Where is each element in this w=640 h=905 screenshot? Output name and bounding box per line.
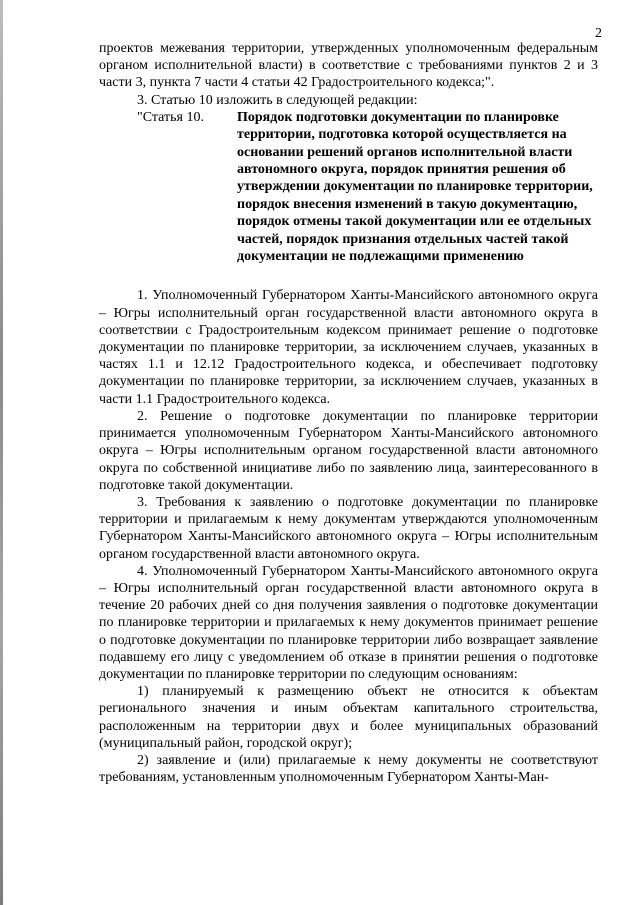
document-body xyxy=(99,40,598,786)
paragraph-1: 1. Уполномоченный Губернатором Ханты-Мансийского автономного округа – Югры исполнительный орган государственной власти автономного округа в соответствии с Градостроительным кодексом принимает решение о подготовке документации по планировке территории, за исключением случаев, указанных в частях 1.1 и 12.12 Градостроительного кодекса, и обеспечивает подготовку документации по планировке территории, за исключением случаев, указанных в части 1.1 Градостроительного кодекса. xyxy=(99,288,598,407)
scan-edge xyxy=(0,0,3,905)
subitem-1: 1) планируемый к размещению объект не относится к объектам регионального значения и иным объектам капитального строительства, расположенным на территории двух и более муниципальных образований (муниципальный район, городской округ); xyxy=(99,684,598,751)
article-heading xyxy=(99,109,598,266)
paragraph-3: 3. Требования к заявлению о подготовке документации по планировке территории и прилагаемым к нему документам утверждаются уполномоченным Губернатором Ханты-Мансийского автономного округа – Югры исполнительным органом государственной власти автономного округа. xyxy=(99,494,598,562)
article-title: Порядок подготовки документации по планировке территории, подготовка которой осуществляется на основании решений органов исполнительной власти автономного округа, порядок принятия решения об утверждении документации по планировке территории, порядок внесения изменений в такую документацию, порядок отмены такой документации или ее отдельных частей, порядок признания отдельных частей такой документации не подлежащими применению xyxy=(237,109,593,265)
paragraph-4: 4. Уполномоченный Губернатором Ханты-Мансийского автономного округа – Югры исполнительный орган государственной власти автономного округа в течение 20 рабочих дней со дня получения заявления о подготовке документации по планировке территории и прилагаемых к нему документов принимает решение о подготовке документации по планировке территории либо возвращает заявление подавшему его лицу с уведомлением об отказе в принятии решения о подготовке документации по планировке территории по следующим основаниям: xyxy=(99,563,598,682)
page-number: 2 xyxy=(595,26,602,41)
paragraph-2: 2. Решение о подготовке документации по планировке территории принимается уполномоченным Губернатором Ханты-Мансийского автономного округа – Югры исполнительным органом государственной власти автономного округа по собственной инициативе либо по заявлению лица, заинтересованного в подготовке такой документации. xyxy=(99,408,598,493)
subitem-2: 2) заявление и (или) прилагаемые к нему документы не соответствуют требованиям, установленным уполномоченным Губернатором Ханты-Ман- xyxy=(99,752,598,786)
amendment-line: 3. Статью 10 изложить в следующей редакции: xyxy=(137,92,418,108)
article-prefix: "Статья 10. xyxy=(137,109,204,125)
intro-paragraph: проектов межевания территории, утвержденных уполномоченным федеральным органом исполнительной власти) в соответствие с требованиями пунктов 2 и 3 части 3, пункта 7 части 4 статьи 42 Градостроительного кодекса;". xyxy=(99,41,598,91)
